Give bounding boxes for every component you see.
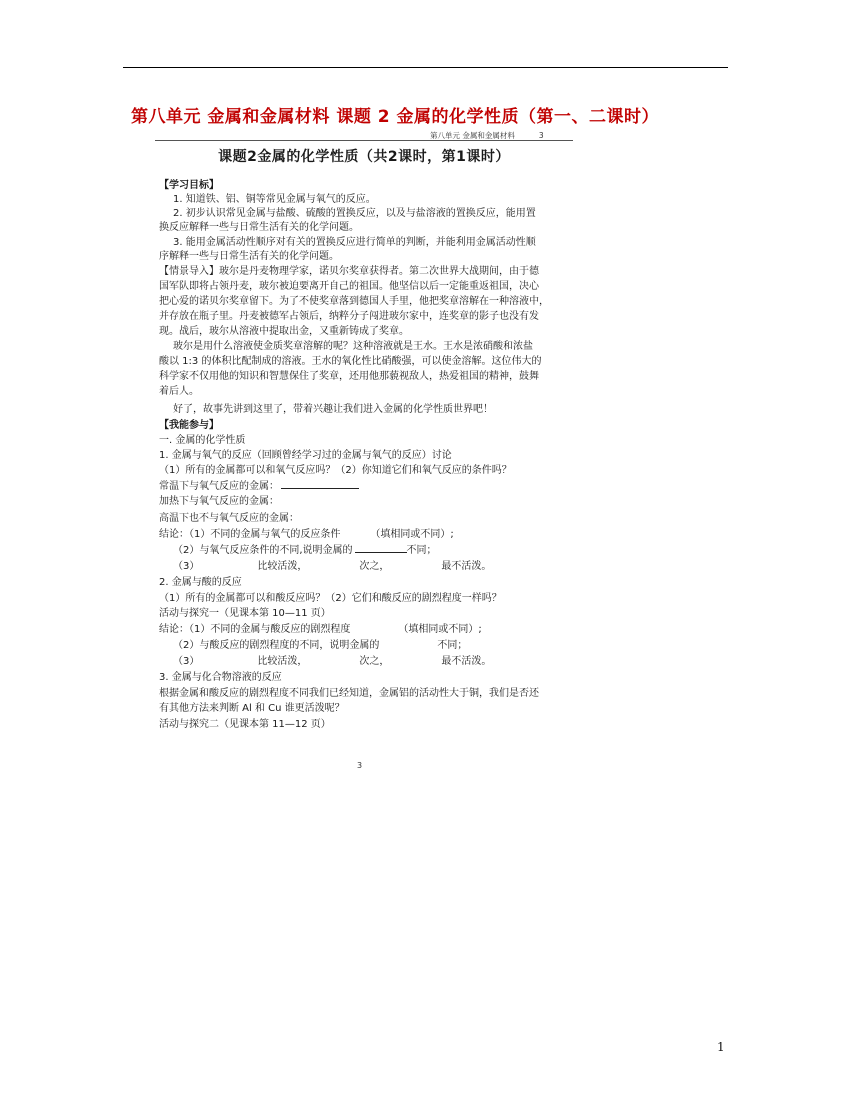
- objectives-heading: 【学习目标】: [159, 180, 219, 191]
- intro-line-9: 着后人。: [159, 386, 199, 397]
- intro-line-6: 玻尔是用什么溶液使金质奖章溶解的呢？这种溶液就是王水。王水是浓硝酸和浓盐: [173, 341, 533, 352]
- scan-header-page: 3: [538, 131, 544, 140]
- objective-3-line-2: 序解释一些与日常生活有关的化学问题。: [159, 251, 339, 262]
- subsection-3: 3. 金属与化合物溶液的反应: [159, 672, 282, 683]
- conclusion-1b-text: （2）与氧气反应条件的不同,说明金属的: [173, 545, 353, 556]
- conclusion-1c-most: 比较活泼，: [257, 561, 308, 572]
- objective-2-line-2: 换反应解释一些与日常生活有关的化学问题。: [159, 222, 359, 233]
- normal-temp-metals: [159, 479, 359, 494]
- intro-line-5: 现。战后，玻尔从溶液中提取出金，又重新铸成了奖章。: [159, 326, 409, 337]
- scan-header-rule: [155, 140, 573, 141]
- high-temp-metals: 高温下也不与氧气反应的金属：: [159, 513, 299, 524]
- participate-heading: 【我能参与】: [159, 420, 219, 431]
- conclusion-2a-hint: （填相同或不同）;: [398, 624, 482, 635]
- conclusion-2a: [159, 622, 482, 637]
- conclusion-1c-least: 最不活泼。: [441, 561, 492, 572]
- section-1-heading: 一. 金属的化学性质: [159, 435, 246, 446]
- intro-line-1: 【情景导入】玻尔是丹麦物理学家，诺贝尔奖章获得者。第二次世界大战期间，由于德: [159, 266, 539, 277]
- conclusion-1a: [159, 527, 454, 542]
- answer-blank[interactable]: [281, 479, 359, 489]
- conclusion-2a-text: 结论：（1）不同的金属与酸反应的剧烈程度: [159, 624, 351, 635]
- header-rule: [123, 67, 728, 68]
- objective-3-line-1: 3. 能用金属活动性顺序对有关的置换反应进行简单的判断，并能利用金属活动性顺: [173, 237, 536, 248]
- conclusion-1a-text: 结论：（1）不同的金属与氧气的反应条件: [159, 529, 341, 540]
- answer-blank[interactable]: [355, 543, 407, 553]
- subsection-1: 1. 金属与氧气的反应（回顾曾经学习过的金属与氧气的反应）讨论: [159, 450, 452, 461]
- subsection-2-questions: （1）所有的金属都可以和酸反应吗？（2）它们和酸反应的剧烈程度一样吗？: [159, 593, 502, 604]
- conclusion-1c-num: （3）: [173, 561, 200, 572]
- conclusion-2c-most: 比较活泼，: [257, 656, 308, 667]
- conclusion-2b: [173, 638, 467, 653]
- activity-1: 活动与探究一（见课本第 10—11 页）: [159, 608, 331, 619]
- scan-header-unit: 第八单元 金属和金属材料: [430, 131, 515, 140]
- heated-metals: 加热下与氧气反应的金属：: [159, 496, 279, 507]
- subsection-3-line-2: 有其他方法来判断 Al 和 Cu 谁更活泼呢？: [159, 703, 345, 714]
- scan-footer-page: 3: [357, 761, 363, 770]
- scanned-page: [155, 128, 573, 770]
- intro-line-2: 国军队即将占领丹麦，玻尔被迫要离开自己的祖国。他坚信以后一定能重返祖国，决心: [159, 281, 539, 292]
- conclusion-2c-next: 次之，: [359, 656, 390, 667]
- conclusion-1c-next: 次之，: [359, 561, 390, 572]
- conclusion-2c-num: （3）: [173, 656, 200, 667]
- conclusion-1a-hint: （填相同或不同）;: [370, 529, 454, 540]
- intro-line-8: 科学家不仅用他的知识和智慧保住了奖章，还用他那藐视敌人，热爱祖国的精神，鼓舞: [159, 371, 539, 382]
- activity-2: 活动与探究二（见课本第 11—12 页）: [159, 719, 331, 730]
- normal-temp-label: 常温下与氧气反应的金属：: [159, 481, 279, 492]
- intro-line-3: 把心爱的诺贝尔奖章留下。为了不使奖章落到德国人手里，他把奖章溶解在一种溶液中，: [159, 296, 549, 307]
- conclusion-2b-end: 不同；: [437, 640, 468, 651]
- objective-1: 1. 知道铁、铝、铜等常见金属与氧气的反应。: [173, 194, 376, 205]
- objective-2-line-1: 2. 初步认识常见金属与盐酸、硫酸的置换反应，以及与盐溶液的置换反应，能用置: [173, 208, 536, 219]
- conclusion-2c: [173, 654, 491, 669]
- conclusion-2b-text: （2）与酸反应的剧烈程度的不同，说明金属的: [173, 640, 380, 651]
- subsection-3-line-1: 根据金属和酸反应的剧烈程度不同我们已经知道，金属铝的活动性大于铜，我们是否还: [159, 688, 539, 699]
- conclusion-1b-end: 不同；: [406, 545, 437, 556]
- page-number: 1: [717, 1040, 725, 1054]
- intro-line-7: 酸以 1:3 的体积比配制成的溶液。王水的氧化性比硝酸强，可以使金溶解。这位伟大的: [159, 356, 542, 367]
- subsection-2: 2. 金属与酸的反应: [159, 577, 242, 588]
- conclusion-2c-least: 最不活泼。: [441, 656, 492, 667]
- subsection-1-questions: （1）所有的金属都可以和氧气反应吗？（2）你知道它们和氧气反应的条件吗？: [159, 465, 512, 476]
- intro-line-10: 好了，故事先讲到这里了，带着兴趣让我们进入金属的化学性质世界吧！: [173, 404, 493, 415]
- lesson-title: 课题2金属的化学性质（共2课时，第1课时）: [218, 149, 510, 165]
- conclusion-1c: [173, 559, 491, 574]
- intro-line-4: 并存放在瓶子里。丹麦被德军占领后，纳粹分子闯进玻尔家中，连奖章的影子也没有发: [159, 311, 539, 322]
- document-title: 第八单元 金属和金属材料 课题 2 金属的化学性质（第一、二课时）: [131, 107, 660, 127]
- conclusion-1b: [173, 543, 437, 558]
